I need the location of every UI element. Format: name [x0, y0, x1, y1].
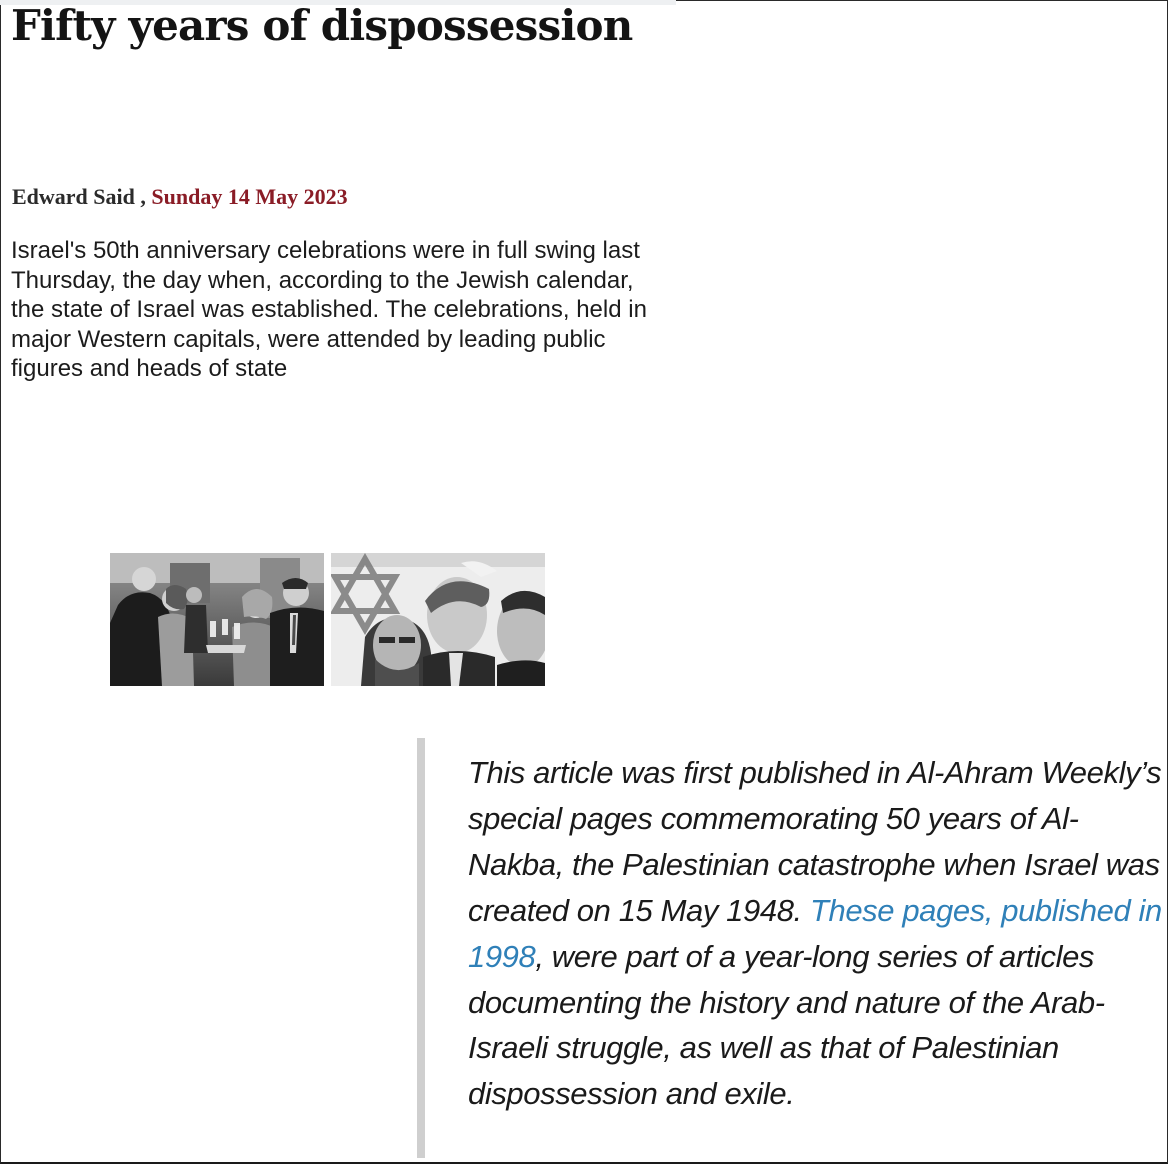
publication-note	[468, 750, 1168, 1117]
article-title: Fifty years of dispossession	[11, 1, 633, 50]
publish-date: Sunday 14 May 2023	[151, 184, 348, 209]
note-text-after: , were part of a year-long series of articles documenting the history and nature of the Arab-Israeli struggle, as well as that of Palestinian dispossession and exile.	[468, 938, 1105, 1112]
photo-toast-celebration[interactable]	[110, 553, 324, 686]
byline-separator: ,	[134, 184, 152, 209]
pages-1998-link[interactable]: These pages, published in 1998	[468, 892, 1162, 974]
byline	[12, 184, 348, 210]
photo-star-of-david-dignitaries[interactable]	[331, 553, 545, 686]
author-name[interactable]: Edward Said	[12, 184, 135, 209]
article-lede: Israel's 50th anniversary celebrations were in full swing last Thursday, the day when, according to the Jewish calendar, the state of Israel was established. The celebrations, held in major Western capitals, were attended by leading public figures and heads of state	[11, 237, 647, 382]
note-text-before: This article was first published in Al-Ahram Weekly’s special pages commemorating 50 years of Al-Nakba, the Palestinian catastrophe when Israel was created on 15 May 1948.	[468, 755, 1162, 928]
photo-strip	[110, 553, 546, 686]
quote-bar	[417, 738, 425, 1158]
